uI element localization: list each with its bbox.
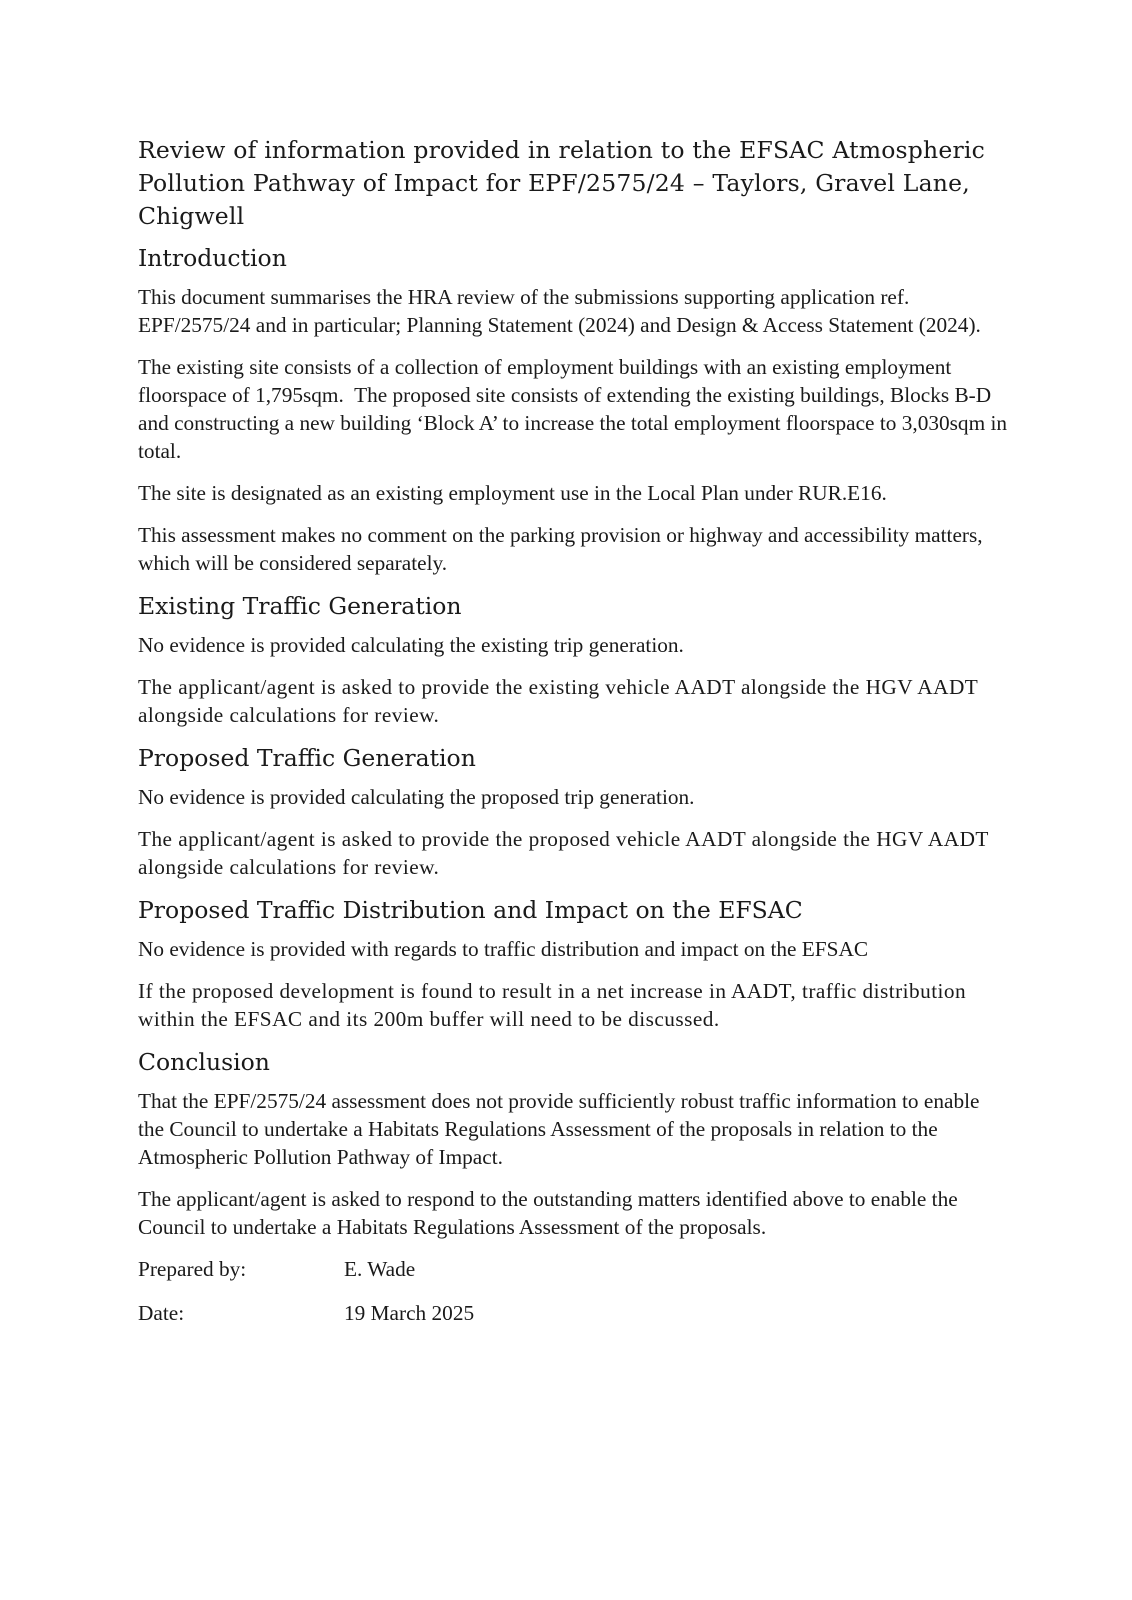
section-heading-introduction: Introduction (138, 244, 287, 272)
conclusion-section (138, 1047, 1008, 1241)
prepared-by-value: E. Wade (344, 1257, 416, 1281)
paragraph: If the proposed development is found to result in a net increase in AADT, traffic distribution within the EFSAC and its 200m buffer will need to be discussed. (138, 979, 967, 1031)
document-page (138, 134, 1008, 1343)
paragraph: The site is designated as an existing employment use in the Local Plan under RUR.E16. (138, 481, 887, 505)
paragraph: This assessment makes no comment on the parking provision or highway and accessibility matters, which will be considered separately. (138, 523, 983, 575)
section-heading-conclusion: Conclusion (138, 1048, 270, 1076)
paragraph: The applicant/agent is asked to respond to the outstanding matters identified above to enable the Council to undertake a Habitats Regulations Assessment of the proposals. (138, 1187, 958, 1239)
date-label: Date: (138, 1301, 185, 1325)
section-heading-existing-traffic: Existing Traffic Generation (138, 592, 462, 620)
paragraph: The applicant/agent is asked to provide the proposed vehicle AADT alongside the HGV AADT alongside calculations for review. (138, 827, 989, 879)
paragraph: That the EPF/2575/24 assessment does not provide sufficiently robust traffic information to enable the Council to undertake a Habitats Regulations Assessment of the proposals in relation to the Atmospheric Pollution Pathway of Impact. (138, 1089, 980, 1169)
paragraph: No evidence is provided calculating the existing trip generation. (138, 633, 684, 657)
paragraph: No evidence is provided with regards to traffic distribution and impact on the EFSAC (138, 937, 869, 961)
document-title: Review of information provided in relation to the EFSAC Atmospheric Pollution Pathway of Impact for EPF/2575/24 – Taylors, Gravel Lane, Chigwell (138, 136, 986, 230)
paragraph: This document summarises the HRA review of the submissions supporting application ref. EPF/2575/24 and in particular; Planning Statement (2024) and Design & Access Statement (2024). (138, 285, 981, 337)
prepared-by-row (138, 1255, 1008, 1283)
proposed-traffic-section (138, 743, 1008, 881)
distribution-section (138, 895, 1008, 1033)
date-row (138, 1299, 1008, 1327)
existing-traffic-section (138, 591, 1008, 729)
introduction-section (138, 243, 1008, 577)
paragraph: The existing site consists of a collection of employment buildings with an existing employment floorspace of 1,795sqm. The proposed site consists of extending the existing buildings, Blocks B-D and constructing a new building ‘Block A’ to increase the total employment floorspace to 3,030sqm in total. (138, 355, 1008, 463)
section-heading-distribution: Proposed Traffic Distribution and Impact on the EFSAC (138, 896, 803, 924)
date-value: 19 March 2025 (344, 1301, 475, 1325)
section-heading-proposed-traffic: Proposed Traffic Generation (138, 744, 476, 772)
paragraph: The applicant/agent is asked to provide the existing vehicle AADT alongside the HGV AADT alongside calculations for review. (138, 675, 978, 727)
paragraph: No evidence is provided calculating the proposed trip generation. (138, 785, 695, 809)
prepared-by-label: Prepared by: (138, 1257, 247, 1281)
